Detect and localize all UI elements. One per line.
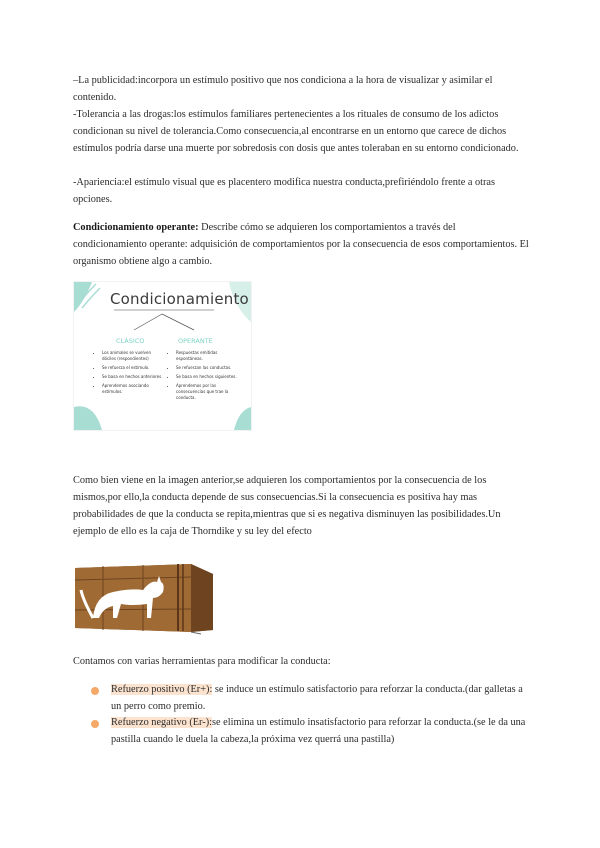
paragraph-tolerancia: -Tolerancia a las drogas:los estímulos familiares pertenecientes a los rituales de consumo de los adictos condicionan su nivel de tolerancia.Como consecuencia,al encontrarse en un entorno que carece de dichos estímulos podría darse una muerte por sobredosis con dosis que antes toleraban en su entorno condicionado. bbox=[73, 109, 519, 154]
corner-blob-bottom-left bbox=[74, 406, 102, 430]
branch-lines bbox=[134, 314, 194, 330]
right_items-item: • Se refuerzan las conductas. bbox=[176, 365, 240, 371]
term-refuerzo-positivo: Refuerzo positivo (Er+): bbox=[111, 684, 213, 695]
left_items-item: • Los animales se vuelven dóciles (respondientes) bbox=[102, 350, 166, 362]
thorndike-box-illustration bbox=[73, 560, 214, 635]
text-refuerzo-positivo: se induce un estímulo satisfactorio para reforzar la conducta.(dar galletas a un perro como premio. bbox=[111, 684, 523, 712]
right_items-item: • Respuestas emitidas espontáneas. bbox=[176, 350, 240, 362]
thorndike-box-image bbox=[73, 560, 214, 635]
right_items-item: • Aprendemos por las consecuencias que trae la conducta. bbox=[176, 383, 240, 401]
operant-list bbox=[170, 350, 240, 404]
left_items-item: • Se refuerza el estímulo. bbox=[102, 365, 166, 371]
bullet-refuerzo-negativo bbox=[111, 714, 531, 748]
classic-heading: CLÁSICO bbox=[116, 337, 145, 345]
term-refuerzo-negativo: Refuerzo negativo (Er-): bbox=[111, 717, 212, 728]
bullet-dot-1 bbox=[91, 687, 99, 695]
conditioning-diagram bbox=[73, 281, 252, 431]
right_items-item: • Se basa en hechos siguientes. bbox=[176, 374, 240, 380]
operante-text: Describe cómo se adquieren los comportamientos a través del condicionamiento operante: adquisición de comportamientos por la consecuencia de esos comportamientos. El organismo obtiene algo a cambio. bbox=[73, 222, 529, 267]
diagram-title: Condicionamiento bbox=[110, 290, 249, 308]
bullet-dot-2 bbox=[91, 720, 99, 728]
classic-list bbox=[96, 350, 166, 398]
paragraph-publicidad: –La publicidad:incorpora un estímulo positivo que nos condiciona a la hora de visualizar y asimilar el contenido. bbox=[73, 75, 493, 103]
bullet-refuerzo-positivo bbox=[111, 681, 531, 715]
left_items-item: • Aprendemos asociando estímulos. bbox=[102, 383, 166, 395]
paragraph-apariencia: -Apariencia:el estímulo visual que es placentero modifica nuestra conducta,prefiriéndolo frente a otras opciones. bbox=[73, 177, 496, 205]
paragraph-operante bbox=[73, 219, 531, 270]
text-refuerzo-negativo: se elimina un estímulo insatisfactorio para reforzar la conducta.(se le da una pastilla cuando le duela la cabeza,la próxima vez querrá una pastilla) bbox=[111, 717, 526, 745]
paragraph-imagen-anterior: Como bien viene en la imagen anterior,se adquieren los comportamientos por la consecuencia de los mismos,por ello,la conducta depende de sus consecuencias.Si la consecuencia es positiva hay mas probabilidades de que la conducta se repita,mientras que si es negativa disminuyen las posibilidades.Un ejemplo de ello es la caja de Thorndike y su ley del efecto bbox=[73, 475, 501, 537]
operant-heading: OPERANTE bbox=[178, 337, 213, 345]
corner-blob-bottom-right bbox=[234, 407, 251, 430]
left_items-item: • Se basa en hechos anteriores. bbox=[102, 374, 166, 380]
operante-label: Condicionamiento operante: bbox=[73, 222, 199, 233]
paragraph-herramientas: Contamos con varias herramientas para modificar la conducta: bbox=[73, 656, 331, 667]
